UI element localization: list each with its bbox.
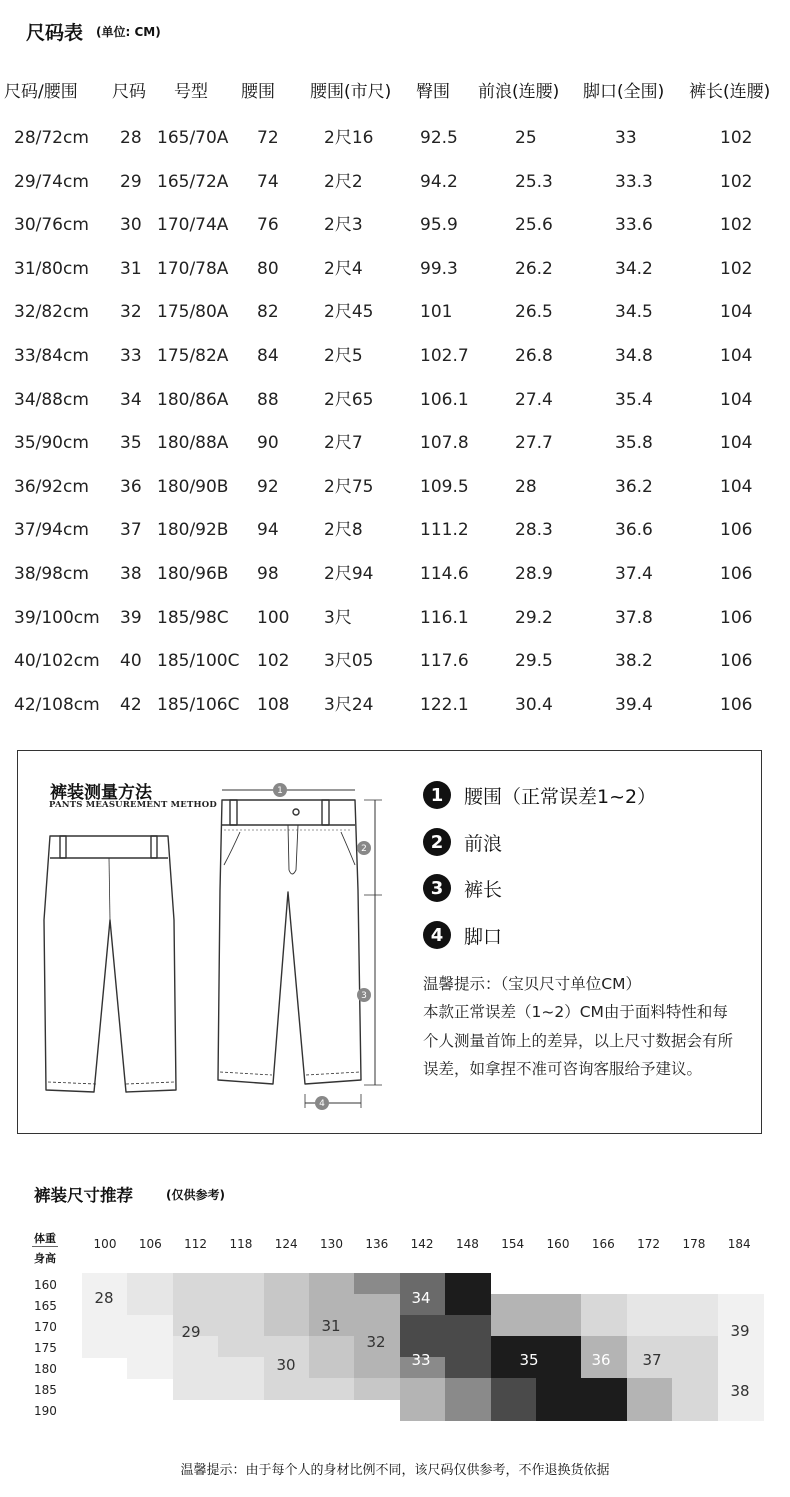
- table-cell: 2尺16: [324, 128, 374, 148]
- table-cell: 36.6: [615, 520, 653, 541]
- table-cell: 2尺4: [324, 258, 363, 279]
- grid-block: [82, 1336, 128, 1358]
- legend-waist: [423, 781, 656, 809]
- corner-divider: [32, 1246, 58, 1247]
- legend-hem: [423, 921, 502, 949]
- table-cell: 2尺75: [324, 476, 374, 497]
- table-cell: 102: [720, 128, 753, 148]
- grid-block: [218, 1315, 264, 1337]
- table-header: 脚口(全围): [583, 82, 665, 102]
- table-cell: 102: [720, 258, 753, 279]
- legend-label: 脚口: [464, 925, 503, 948]
- table-cell: 39/100cm: [14, 607, 100, 628]
- grid-block: [672, 1294, 718, 1316]
- grid-block: [309, 1294, 355, 1316]
- table-cell: 180/88A: [157, 433, 229, 454]
- size-label: 32: [366, 1333, 386, 1351]
- table-cell: 180/92B: [157, 520, 229, 541]
- table-cell: 38: [120, 564, 142, 584]
- table-cell: 35: [120, 433, 142, 454]
- table-cell: 76: [257, 215, 279, 236]
- table-cell: 35/90cm: [14, 433, 89, 454]
- legend-length: [423, 874, 502, 902]
- grid-block: [309, 1378, 355, 1400]
- table-cell: 2尺2: [324, 171, 363, 192]
- tip-body: 本款正常误差（1~2）CM由于面料特性和每个人测量首饰上的差异，以上尺寸数据会有所误差，如拿捏不准可咨询客服给予建议。: [423, 1003, 734, 1078]
- grid-block: [218, 1294, 264, 1316]
- grid-block: [127, 1273, 173, 1295]
- table-cell: 32/82cm: [14, 302, 89, 323]
- table-header: 尺码/腰围: [4, 82, 78, 102]
- height-tick: 190: [34, 1404, 57, 1418]
- table-cell: 39.4: [615, 694, 653, 715]
- pants-diagram: [40, 770, 400, 1120]
- table-cell: 114.6: [420, 564, 469, 584]
- grid-block: [536, 1315, 582, 1337]
- legend-number: 3: [423, 874, 451, 902]
- grid-block: [491, 1399, 537, 1421]
- height-tick: 160: [34, 1278, 57, 1292]
- table-cell: 94: [257, 520, 279, 541]
- grid-block: [491, 1378, 537, 1400]
- table-cell: 92: [257, 476, 279, 497]
- table-cell: 36: [120, 476, 142, 497]
- table-header: 前浪(连腰): [478, 82, 560, 102]
- table-header: 号型: [174, 82, 208, 102]
- height-tick: 185: [34, 1383, 57, 1397]
- table-cell: 185/106C: [157, 694, 240, 715]
- table-cell: 28: [515, 476, 537, 497]
- diagram-marker-4: 4: [319, 1099, 325, 1109]
- table-cell: 34.8: [615, 346, 653, 366]
- size-label: 38: [730, 1382, 750, 1400]
- table-cell: 116.1: [420, 607, 469, 628]
- table-cell: 27.7: [515, 433, 553, 454]
- table-cell: 2尺8: [324, 520, 363, 541]
- measurement-subtitle: PANTS MEASUREMENT METHOD: [49, 800, 217, 810]
- table-cell: 31: [120, 258, 142, 279]
- table-cell: 26.8: [515, 346, 553, 366]
- table-cell: 165/72A: [157, 171, 229, 192]
- height-tick: 180: [34, 1362, 57, 1376]
- grid-block: [627, 1294, 673, 1316]
- table-cell: 42: [120, 694, 142, 715]
- size-label: 28: [94, 1289, 114, 1307]
- table-cell: 2尺94: [324, 564, 374, 584]
- legend-label: 前浪: [464, 832, 503, 855]
- grid-block: [627, 1399, 673, 1421]
- table-cell: 42/108cm: [14, 694, 100, 715]
- table-cell: 34.2: [615, 258, 653, 279]
- weight-tick: 166: [591, 1237, 615, 1251]
- grid-block: [672, 1399, 718, 1421]
- table-cell: 84: [257, 346, 279, 366]
- table-header: 尺码: [112, 82, 146, 102]
- grid-block: [672, 1315, 718, 1337]
- table-cell: 37.4: [615, 564, 653, 584]
- size-label: 30: [276, 1356, 296, 1374]
- table-cell: 29: [120, 171, 142, 192]
- table-cell: 104: [720, 302, 753, 323]
- grid-block: [264, 1294, 310, 1316]
- grid-block: [264, 1378, 310, 1400]
- table-cell: 106: [720, 564, 753, 584]
- table-header: 臀围: [416, 82, 450, 102]
- weight-tick: 154: [501, 1237, 525, 1251]
- table-cell: 26.2: [515, 258, 553, 279]
- table-cell: 37: [120, 520, 142, 541]
- weight-tick: 172: [637, 1237, 661, 1251]
- grid-block: [718, 1294, 764, 1316]
- table-cell: 3尺: [324, 607, 352, 628]
- grid-block: [445, 1273, 491, 1295]
- legend-number: 4: [423, 921, 451, 949]
- weight-tick: 184: [727, 1237, 751, 1251]
- grid-block: [672, 1357, 718, 1379]
- table-cell: 170/78A: [157, 258, 229, 279]
- table-cell: 2尺7: [324, 433, 363, 454]
- table-cell: 180/96B: [157, 564, 229, 584]
- grid-block: [627, 1315, 673, 1337]
- grid-block: [309, 1273, 355, 1295]
- grid-block: [264, 1336, 310, 1358]
- grid-block: [445, 1378, 491, 1400]
- grid-block: [445, 1399, 491, 1421]
- measurement-title: 裤装测量方法: [50, 783, 152, 803]
- table-header: 腰围(市尺): [310, 82, 392, 102]
- grid-block: [127, 1315, 173, 1337]
- legend-label: 腰围（正常误差1~2）: [464, 785, 657, 808]
- table-cell: 40: [120, 651, 142, 672]
- table-cell: 98: [257, 564, 279, 584]
- table-cell: 38.2: [615, 651, 653, 672]
- size-label: 36: [591, 1351, 611, 1369]
- table-cell: 37/94cm: [14, 520, 89, 541]
- table-cell: 106: [720, 651, 753, 672]
- table-cell: 117.6: [420, 651, 469, 672]
- weight-tick: 130: [320, 1237, 343, 1251]
- table-cell: 40/102cm: [14, 651, 100, 672]
- table-cell: 102: [720, 171, 753, 192]
- table-cell: 28.9: [515, 564, 553, 584]
- table-cell: 2尺65: [324, 389, 374, 410]
- table-cell: 25.6: [515, 215, 553, 236]
- size-label: 39: [730, 1322, 750, 1340]
- table-cell: 34.5: [615, 302, 653, 323]
- table-cell: 72: [257, 128, 279, 148]
- legend-label: 裤长: [464, 878, 503, 901]
- table-cell: 104: [720, 346, 753, 366]
- grid-block: [309, 1336, 355, 1358]
- table-cell: 34/88cm: [14, 389, 89, 410]
- weight-tick: 178: [682, 1237, 706, 1251]
- table-cell: 185/100C: [157, 651, 240, 672]
- weight-tick: 118: [229, 1237, 253, 1251]
- table-cell: 33.3: [615, 171, 653, 192]
- grid-block: [82, 1315, 128, 1337]
- grid-block: [354, 1273, 400, 1295]
- table-cell: 99.3: [420, 258, 458, 279]
- table-cell: 80: [257, 258, 279, 279]
- table-cell: 33.6: [615, 215, 653, 236]
- table-cell: 106: [720, 520, 753, 541]
- grid-block: [264, 1315, 310, 1337]
- grid-block: [354, 1294, 400, 1316]
- weight-axis-label: 体重: [34, 1232, 56, 1245]
- table-cell: 94.2: [420, 171, 458, 192]
- table-cell: 33: [120, 346, 142, 366]
- table-cell: 104: [720, 433, 753, 454]
- table-cell: 29/74cm: [14, 171, 89, 192]
- table-cell: 100: [257, 607, 290, 628]
- grid-block: [672, 1336, 718, 1358]
- table-cell: 2尺5: [324, 346, 363, 366]
- table-cell: 30.4: [515, 694, 553, 715]
- grid-block: [581, 1294, 627, 1316]
- table-cell: 74: [257, 171, 279, 192]
- diagram-marker-1: 1: [277, 786, 283, 796]
- table-cell: 102: [257, 651, 290, 672]
- legend-number: 1: [423, 781, 451, 809]
- grid-block: [536, 1399, 582, 1421]
- table-cell: 175/80A: [157, 302, 229, 323]
- table-cell: 122.1: [420, 694, 469, 715]
- table-cell: 180/86A: [157, 389, 229, 410]
- table-cell: 180/90B: [157, 476, 229, 497]
- grid-block: [218, 1273, 264, 1295]
- table-cell: 28/72cm: [14, 128, 89, 148]
- grid-block: [445, 1294, 491, 1316]
- table-cell: 102: [720, 215, 753, 236]
- table-cell: 35.4: [615, 389, 653, 410]
- table-cell: 29.2: [515, 607, 553, 628]
- table-cell: 109.5: [420, 476, 469, 497]
- table-cell: 102.7: [420, 346, 469, 366]
- grid-block: [264, 1273, 310, 1295]
- page-title: 尺码表: [26, 22, 84, 44]
- table-cell: 3尺24: [324, 694, 374, 715]
- grid-block: [445, 1315, 491, 1337]
- table-cell: 90: [257, 433, 279, 454]
- tip-title: 温馨提示：（宝贝尺寸单位CM）: [423, 975, 641, 993]
- table-cell: 39: [120, 607, 142, 628]
- grid-block: [581, 1378, 627, 1400]
- grid-block: [354, 1378, 400, 1400]
- grid-block: [400, 1315, 446, 1337]
- grid-block: [581, 1399, 627, 1421]
- grid-block: [718, 1399, 764, 1421]
- table-cell: 175/82A: [157, 346, 229, 366]
- table-cell: 106.1: [420, 389, 469, 410]
- table-cell: 165/70A: [157, 128, 229, 148]
- legend-front-rise: [423, 828, 502, 856]
- table-cell: 107.8: [420, 433, 469, 454]
- table-cell: 27.4: [515, 389, 553, 410]
- grid-block: [400, 1399, 446, 1421]
- table-cell: 82: [257, 302, 279, 323]
- size-label: 35: [519, 1351, 539, 1369]
- grid-block: [173, 1378, 219, 1400]
- height-tick: 175: [34, 1341, 57, 1355]
- weight-tick: 106: [138, 1237, 162, 1251]
- weight-tick: 124: [274, 1237, 298, 1251]
- grid-block: [536, 1357, 582, 1379]
- grid-block: [581, 1315, 627, 1337]
- grid-block: [127, 1294, 173, 1316]
- table-cell: 33: [615, 128, 637, 148]
- table-cell: 111.2: [420, 520, 469, 541]
- table-cell: 95.9: [420, 215, 458, 236]
- table-cell: 104: [720, 476, 753, 497]
- grid-block: [536, 1336, 582, 1358]
- height-tick: 170: [34, 1320, 57, 1334]
- table-cell: 38/98cm: [14, 564, 89, 584]
- diagram-marker-3: 3: [361, 991, 367, 1001]
- table-header: 裤长(连腰): [689, 82, 771, 102]
- grid-block: [127, 1336, 173, 1358]
- grid-block: [672, 1378, 718, 1400]
- table-cell: 34: [120, 389, 142, 410]
- table-cell: 30: [120, 215, 142, 236]
- table-cell: 88: [257, 389, 279, 410]
- table-cell: 92.5: [420, 128, 458, 148]
- table-cell: 2尺45: [324, 302, 374, 323]
- size-label: 33: [411, 1351, 431, 1369]
- table-cell: 106: [720, 607, 753, 628]
- title-unit: (单位: CM): [96, 25, 161, 39]
- diagram-marker-2: 2: [361, 844, 367, 854]
- grid-block: [400, 1378, 446, 1400]
- table-cell: 36/92cm: [14, 476, 89, 497]
- grid-block: [127, 1357, 173, 1379]
- table-cell: 25.3: [515, 171, 553, 192]
- table-cell: 106: [720, 694, 753, 715]
- grid-block: [218, 1336, 264, 1358]
- weight-tick: 160: [546, 1237, 570, 1251]
- grid-block: [218, 1357, 264, 1379]
- height-tick: 165: [34, 1299, 57, 1313]
- grid-block: [627, 1378, 673, 1400]
- grid-block: [536, 1378, 582, 1400]
- recommendation-title: 裤装尺寸推荐: [34, 1186, 133, 1205]
- grid-block: [536, 1294, 582, 1316]
- weight-tick: 148: [455, 1237, 479, 1251]
- table-cell: 3尺05: [324, 651, 374, 672]
- table-cell: 35.8: [615, 433, 653, 454]
- grid-block: [445, 1357, 491, 1379]
- size-label: 37: [642, 1351, 662, 1369]
- footer-note: 温馨提示：由于每个人的身材比例不同，该尺码仅供参考，不作退换货依据: [180, 1463, 610, 1478]
- size-label: 31: [321, 1317, 341, 1335]
- grid-block: [718, 1357, 764, 1379]
- weight-tick: 100: [93, 1237, 117, 1251]
- grid-block: [173, 1357, 219, 1379]
- table-cell: 33/84cm: [14, 346, 89, 366]
- table-cell: 101: [420, 302, 453, 323]
- table-cell: 25: [515, 128, 537, 148]
- size-label: 29: [181, 1323, 201, 1341]
- grid-block: [445, 1336, 491, 1358]
- weight-tick: 142: [410, 1237, 434, 1251]
- size-label: 34: [411, 1289, 431, 1307]
- table-cell: 108: [257, 694, 290, 715]
- grid-block: [491, 1294, 537, 1316]
- table-cell: 37.8: [615, 607, 653, 628]
- table-cell: 30/76cm: [14, 215, 89, 236]
- weight-tick: 112: [184, 1237, 208, 1251]
- table-cell: 29.5: [515, 651, 553, 672]
- grid-block: [218, 1378, 264, 1400]
- grid-block: [173, 1294, 219, 1316]
- table-cell: 31/80cm: [14, 258, 89, 279]
- weight-tick: 136: [365, 1237, 389, 1251]
- table-cell: 104: [720, 389, 753, 410]
- grid-block: [309, 1357, 355, 1379]
- recommendation-subtitle: (仅供参考): [166, 1188, 225, 1202]
- table-cell: 36.2: [615, 476, 653, 497]
- grid-block: [491, 1315, 537, 1337]
- grid-block: [173, 1273, 219, 1295]
- height-axis-label: 身高: [34, 1252, 56, 1265]
- table-cell: 26.5: [515, 302, 553, 323]
- table-cell: 28: [120, 128, 142, 148]
- table-header: 腰围: [241, 82, 275, 102]
- legend-number: 2: [423, 828, 451, 856]
- table-cell: 170/74A: [157, 215, 229, 236]
- grid-block: [354, 1357, 400, 1379]
- table-cell: 185/98C: [157, 607, 229, 628]
- table-cell: 28.3: [515, 520, 553, 541]
- table-cell: 32: [120, 302, 142, 323]
- table-cell: 2尺3: [324, 215, 363, 236]
